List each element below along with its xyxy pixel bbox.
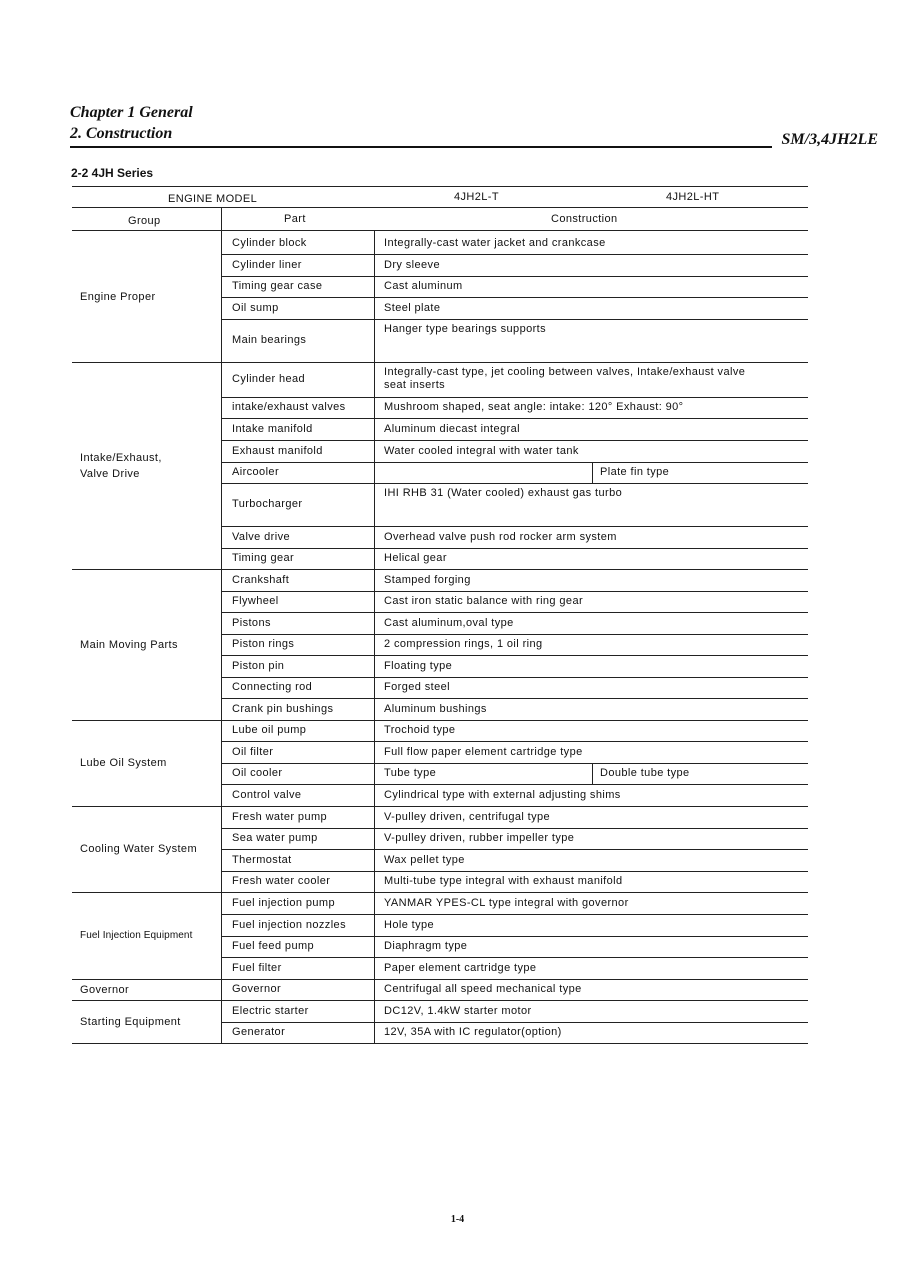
row-divider — [222, 698, 808, 699]
construction-cylinder-liner: Dry sleeve — [384, 259, 440, 271]
row-divider — [222, 741, 808, 742]
part-fuel-feed-pump: Fuel feed pump — [232, 940, 315, 952]
part-valve-drive: Valve drive — [232, 531, 290, 543]
part-intake-exhaust-valves: intake/exhaust valves — [232, 401, 346, 413]
row-divider — [222, 892, 808, 893]
construction-timing-gear: Helical gear — [384, 552, 447, 564]
construction-intake-exhaust-valves: Mushroom shaped, seat angle: intake: 120° Exhaust: 90° — [384, 401, 684, 413]
row-divider — [222, 1043, 808, 1044]
part-turbocharger: Turbocharger — [232, 498, 303, 510]
construction-timing-gear-case: Cast aluminum — [384, 280, 463, 292]
part-crankshaft: Crankshaft — [232, 574, 290, 586]
row-divider — [222, 418, 808, 419]
part-fuel-filter: Fuel filter — [232, 962, 282, 974]
row-divider — [222, 784, 808, 785]
row-divider — [222, 828, 808, 829]
group-divider — [72, 1043, 222, 1044]
part-cylinder-block: Cylinder block — [232, 237, 307, 249]
group-divider — [72, 979, 222, 980]
row-divider — [222, 871, 808, 872]
row-divider — [222, 319, 808, 320]
part-piston-pin: Piston pin — [232, 660, 285, 672]
group-main-moving-parts: Main Moving Parts — [80, 639, 178, 651]
section-title: 2. Construction — [70, 125, 173, 142]
row-divider — [222, 914, 808, 915]
part-control-valve: Control valve — [232, 789, 302, 801]
group-divider — [72, 806, 222, 807]
row-divider — [222, 440, 808, 441]
group-engine-proper: Engine Proper — [80, 291, 156, 303]
model-column-divider — [592, 462, 593, 483]
construction-intake-manifold: Aluminum diecast integral — [384, 423, 520, 435]
model-4jh2l-t: 4JH2L-T — [454, 191, 499, 203]
construction-pistons: Cast aluminum,oval type — [384, 617, 514, 629]
chapter-title: Chapter 1 General — [70, 104, 193, 121]
construction-sea-water-pump: V-pulley driven, rubber impeller type — [384, 832, 575, 844]
group-intake-exhaust-valve-drive: Intake/Exhaust, Valve Drive — [80, 452, 162, 480]
construction-fuel-injection-nozzles: Hole type — [384, 919, 435, 931]
construction-governor: Centrifugal all speed mechanical type — [384, 983, 582, 995]
row-divider — [222, 720, 808, 721]
column-header-part: Part — [284, 213, 306, 225]
part-timing-gear-case: Timing gear case — [232, 280, 323, 292]
row-divider — [222, 763, 808, 764]
group-governor: Governor — [80, 984, 130, 996]
group-cooling-water-system: Cooling Water System — [80, 843, 198, 855]
part-governor: Governor — [232, 983, 282, 995]
row-divider — [222, 1022, 808, 1023]
construction-fuel-feed-pump: Diaphragm type — [384, 940, 468, 952]
group-lube-oil-system: Lube Oil System — [80, 757, 167, 769]
construction-piston-rings: 2 compression rings, 1 oil ring — [384, 638, 543, 650]
construction-main-bearings: Hanger type bearings supports — [384, 323, 547, 335]
construction-turbocharger: IHI RHB 31 (Water cooled) exhaust gas turbo — [384, 487, 623, 499]
row-divider — [222, 297, 808, 298]
part-oil-filter: Oil filter — [232, 746, 274, 758]
construction-piston-pin: Floating type — [384, 660, 453, 672]
part-connecting-rod: Connecting rod — [232, 681, 313, 693]
row-divider — [222, 849, 808, 850]
row-divider — [222, 655, 808, 656]
row-divider — [222, 591, 808, 592]
part-electric-starter: Electric starter — [232, 1005, 309, 1017]
construction-crankshaft: Stamped forging — [384, 574, 471, 586]
part-construction-divider — [374, 230, 375, 1043]
group-divider — [72, 720, 222, 721]
part-fresh-water-cooler: Fresh water cooler — [232, 875, 331, 887]
part-thermostat: Thermostat — [232, 854, 292, 866]
construction-cylinder-block: Integrally-cast water jacket and crankcase — [384, 237, 606, 249]
construction-cylinder-head: Integrally-cast type, jet cooling between valves, Intake/exhaust valve seat inserts — [384, 366, 746, 391]
row-divider — [222, 569, 808, 570]
group-divider — [72, 892, 222, 893]
row-divider — [222, 362, 808, 363]
construction-fresh-water-cooler: Multi-tube type integral with exhaust manifold — [384, 875, 623, 887]
group-divider — [72, 1000, 222, 1001]
column-header-construction: Construction — [551, 213, 618, 225]
model-4jh2l-ht: 4JH2L-HT — [666, 191, 720, 203]
part-fuel-injection-nozzles: Fuel injection nozzles — [232, 919, 346, 931]
part-cylinder-head: Cylinder head — [232, 373, 306, 385]
construction-oil-sump: Steel plate — [384, 302, 441, 314]
row-divider — [222, 254, 808, 255]
construction-ht-aircooler: Plate fin type — [600, 466, 670, 478]
part-aircooler: Aircooler — [232, 466, 280, 478]
construction-crank-pin-bushings: Aluminum bushings — [384, 703, 487, 715]
part-crank-pin-bushings: Crank pin bushings — [232, 703, 334, 715]
part-pistons: Pistons — [232, 617, 271, 629]
row-divider — [222, 979, 808, 980]
group-starting-equipment: Starting Equipment — [80, 1016, 181, 1028]
construction-control-valve: Cylindrical type with external adjusting shims — [384, 789, 621, 801]
part-oil-cooler: Oil cooler — [232, 767, 283, 779]
part-fresh-water-pump: Fresh water pump — [232, 811, 328, 823]
table-top-rule — [72, 186, 808, 187]
part-lube-oil-pump: Lube oil pump — [232, 724, 307, 736]
construction-generator: 12V, 35A with IC regulator(option) — [384, 1026, 562, 1038]
construction-thermostat: Wax pellet type — [384, 854, 465, 866]
group-divider — [72, 569, 222, 570]
part-main-bearings: Main bearings — [232, 334, 307, 346]
group-fuel-injection-equipment: Fuel Injection Equipment — [80, 930, 193, 941]
construction-oil-cooler: Tube type — [384, 767, 437, 779]
construction-connecting-rod: Forged steel — [384, 681, 450, 693]
row-divider — [222, 806, 808, 807]
construction-lube-oil-pump: Trochoid type — [384, 724, 456, 736]
group-divider — [72, 362, 222, 363]
construction-fuel-filter: Paper element cartridge type — [384, 962, 537, 974]
header-divider — [72, 207, 808, 208]
column-header-group: Group — [128, 215, 161, 227]
engine-model-label: ENGINE MODEL — [168, 193, 258, 205]
row-divider — [222, 936, 808, 937]
construction-electric-starter: DC12V, 1.4kW starter motor — [384, 1005, 532, 1017]
construction-valve-drive: Overhead valve push rod rocker arm system — [384, 531, 617, 543]
row-divider — [222, 1000, 808, 1001]
part-timing-gear: Timing gear — [232, 552, 295, 564]
row-divider — [222, 526, 808, 527]
series-title: 2-2 4JH Series — [71, 166, 154, 180]
construction-oil-filter: Full flow paper element cartridge type — [384, 746, 583, 758]
part-generator: Generator — [232, 1026, 286, 1038]
document-code: SM/3,4JH2LE — [781, 131, 878, 148]
part-cylinder-liner: Cylinder liner — [232, 259, 302, 271]
row-divider — [222, 462, 808, 463]
page-number: 1-4 — [450, 1214, 465, 1225]
construction-fresh-water-pump: V-pulley driven, centrifugal type — [384, 811, 551, 823]
part-piston-rings: Piston rings — [232, 638, 295, 650]
row-divider — [222, 397, 808, 398]
part-sea-water-pump: Sea water pump — [232, 832, 318, 844]
construction-fuel-injection-pump: YANMAR YPES-CL type integral with governor — [384, 897, 629, 909]
part-oil-sump: Oil sump — [232, 302, 279, 314]
construction-flywheel: Cast iron static balance with ring gear — [384, 595, 584, 607]
group-part-divider — [221, 208, 222, 1043]
column-header-rule — [72, 230, 808, 231]
model-column-divider — [592, 763, 593, 784]
part-fuel-injection-pump: Fuel injection pump — [232, 897, 335, 909]
row-divider — [222, 957, 808, 958]
row-divider — [222, 612, 808, 613]
part-exhaust-manifold: Exhaust manifold — [232, 445, 323, 457]
row-divider — [222, 276, 808, 277]
construction-ht-oil-cooler: Double tube type — [600, 767, 690, 779]
row-divider — [222, 634, 808, 635]
row-divider — [222, 548, 808, 549]
row-divider — [222, 677, 808, 678]
part-flywheel: Flywheel — [232, 595, 279, 607]
row-divider — [222, 483, 808, 484]
part-intake-manifold: Intake manifold — [232, 423, 313, 435]
header-rule — [70, 146, 772, 148]
construction-exhaust-manifold: Water cooled integral with water tank — [384, 445, 579, 457]
